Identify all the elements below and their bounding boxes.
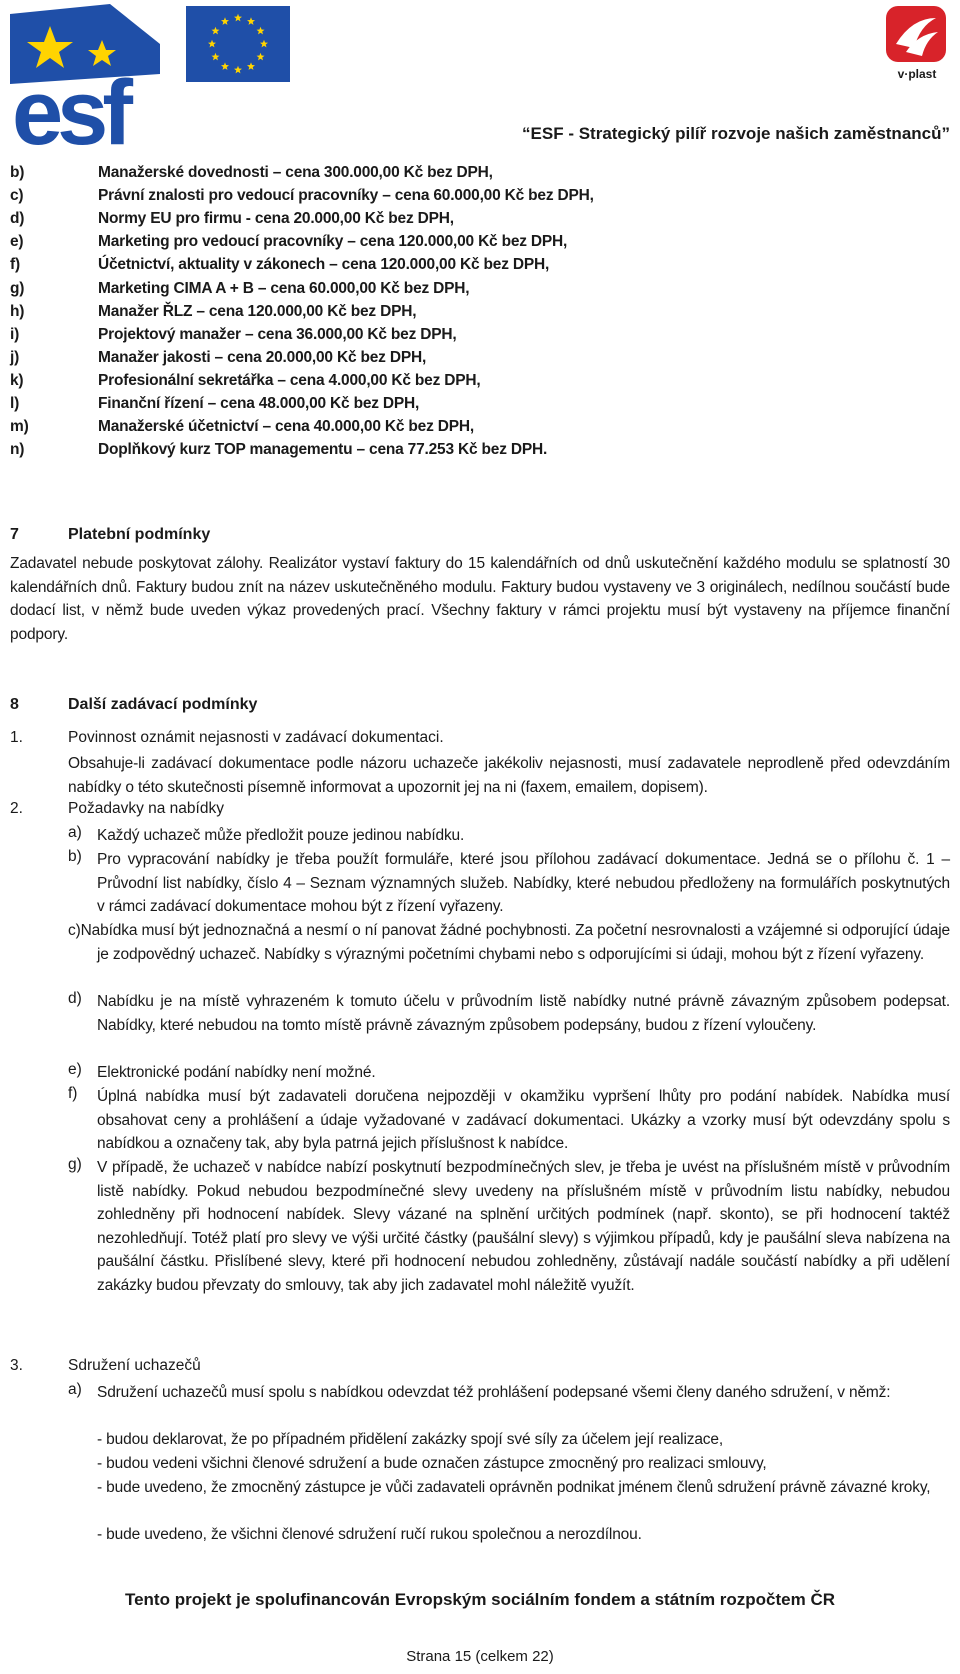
price-list-text: Doplňkový kurz TOP managementu – cena 77.253 Kč bez DPH.: [98, 441, 548, 459]
item-2e-label: e): [68, 1061, 82, 1078]
price-list-item: [10, 395, 419, 413]
footer-banner: Tento projekt je spolufinancován Evropským sociálním fondem a státním rozpočtem ČR: [124, 1590, 836, 1609]
item-2c-content: c)Nabídka musí být jednoznačná a nesmí o ní panovat žádné pochybnosti. Za početní nesrovnalosti a vzájemné si odporující údaje je zodpovědný uchazeč. Nabídky s výraznými početními chybami nebo s odporujícími si údaji, mohou být z řízení vyřazeny.: [68, 922, 950, 963]
price-list-item: [10, 187, 594, 205]
price-list-item: [10, 164, 493, 182]
item-2d-text: Nabídku je na místě vyhrazeném k tomuto účelu v průvodním listě nabídky nutné právně závazným způsobem podepsat. Nabídky, které nebudou na tomto místě právně závazným způsobem podepsány, budou z řízení vyloučeny.: [97, 993, 950, 1034]
price-list-label: d): [10, 210, 25, 228]
price-list-label: n): [10, 441, 25, 459]
price-list-item: [10, 326, 456, 344]
price-list-item: [10, 418, 474, 436]
item-3-title: Sdružení uchazečů: [68, 1357, 201, 1374]
section-title: Další zadávací podmínky: [68, 696, 258, 713]
section-number: 8: [10, 696, 19, 713]
item-3-dash-2: - budou vedeni všichni členové sdružení a bude označen zástupce zmocněný pro realizaci smlouvy,: [97, 1455, 767, 1472]
price-list-item: [10, 280, 469, 298]
esf-wordmark: esf: [12, 62, 127, 149]
page-number: Strana 15 (celkem 22): [406, 1648, 554, 1665]
price-list-label: m): [10, 418, 29, 436]
price-list-label: i): [10, 325, 20, 343]
item-1-body: Obsahuje-li zadávací dokumentace podle názoru uchazeče jakékoliv nejasnosti, musí zadavatele neprodleně před odevzdáním nabídky o této skutečnosti písemně informovat a upozornit jej na ni (faxem, emailem, dopisem).: [68, 755, 950, 796]
price-list-text: Manažer jakosti – cena 20.000,00 Kč bez DPH,: [98, 348, 427, 366]
price-list-text: Profesionální sekretářka – cena 4.000,00 Kč bez DPH,: [98, 371, 481, 389]
price-list-text: Normy EU pro firmu - cena 20.000,00 Kč bez DPH,: [98, 210, 454, 228]
item-2b-label: b): [68, 848, 82, 865]
price-list-label: h): [10, 302, 25, 320]
price-list-label: b): [10, 164, 25, 181]
price-list-text: Marketing CIMA A + B – cena 60.000,00 Kč bez DPH,: [98, 279, 470, 297]
esf-eu-logo: [10, 4, 310, 149]
price-list-item: [10, 233, 567, 251]
item-3a-text: Sdružení uchazečů musí spolu s nabídkou odevzdat též prohlášení podepsané všemi členy daného sdružení, v němž:: [97, 1384, 891, 1401]
item-3a-label: a): [68, 1381, 82, 1398]
price-list-text: Manažer ŘLZ – cena 120.000,00 Kč bez DPH,: [98, 302, 417, 320]
price-list-item: [10, 210, 454, 228]
item-2f-label: f): [68, 1085, 78, 1102]
item-3-dash-1: - budou deklarovat, že po případném přidělení zakázky spojí své síly za účelem její realizace,: [97, 1431, 724, 1448]
item-2d-label: d): [68, 990, 82, 1007]
item-3-dash-3: - bude uvedeno, že zmocněný zástupce je vůči zadavateli oprávněn podnikat jménem členů sdružení právně závazné kroky,: [97, 1479, 931, 1496]
price-list-label: e): [10, 233, 24, 251]
section-8-heading: [10, 696, 257, 714]
item-1-number: 1.: [10, 729, 23, 746]
price-list-item: [10, 372, 480, 390]
section-7-body: Zadavatel nebude poskytovat zálohy. Realizátor vystaví faktury do 15 kalendářních od dnů uskutečnění každého modulu se splatností 30 kalendářních dnů. Faktury budou znít na název uskutečněného modulu. Faktury budou vystaveny ve 3 originálech, nedílnou součástí bude dodací list, v němž bude uveden výkaz provedených prací. Všechny faktury v rámci projektu musí být vystaveny na příjemce finanční podpory.: [10, 555, 950, 643]
vplast-logo: [884, 4, 954, 84]
page-header: [0, 0, 960, 150]
item-1-title: Povinnost oznámit nejasnosti v zadávací dokumentaci.: [68, 729, 444, 746]
item-2a-label: a): [68, 824, 82, 841]
price-list-item: [10, 256, 549, 274]
price-list-item: [10, 303, 416, 321]
price-list-label: c): [10, 187, 24, 205]
price-list-text: Marketing pro vedoucí pracovníky – cena 120.000,00 Kč bez DPH,: [98, 233, 568, 251]
item-2c-text: [68, 919, 950, 966]
price-list-label: j): [10, 348, 20, 366]
section-number: 7: [10, 526, 19, 543]
price-list-label: l): [10, 395, 20, 412]
price-list-label: k): [10, 371, 24, 389]
header-title: “ESF - Strategický pilíř rozvoje našich zaměstnanců”: [522, 124, 950, 143]
price-list-text: Právní znalosti pro vedoucí pracovníky – cena 60.000,00 Kč bez DPH,: [98, 187, 594, 205]
price-list-text: Manažerské účetnictví – cena 40.000,00 Kč bez DPH,: [98, 418, 474, 436]
item-2g-text: V případě, že uchazeč v nabídce nabízí poskytnutí bezpodmínečných slev, je třeba je uvést na příslušném místě v průvodním listě nabídky. Pokud nebudou bezpodmínečné slevy uvedeny na příslušném místě v průvodním listu nabídky, nebudou zohledněny při hodnocení nabídek. Slevy vázané na splnění určitých podmínek (např. skonto), se při hodnocení taktéž nezohledňují. Totéž platí pro slevy ve výši určité částky (paušální slevy) s výjimkou případů, kdy je paušální sleva nabízena na paušální částku. Přislíbené slevy, které při hodnocení nebudou zohledněny, zůstávají nadále součástí nabídky a při udělení zakázky budou převzaty do smlouvy, tak aby jich zadavatel mohl náležitě využít.: [97, 1159, 950, 1294]
item-2e-text: Elektronické podání nabídky není možné.: [97, 1064, 376, 1081]
item-2-title: Požadavky na nabídky: [68, 800, 224, 817]
vplast-wordmark: v·plast: [897, 67, 937, 81]
item-3-dash-4: - bude uvedeno, že všichni členové sdružení ručí rukou společnou a nerozdílnou.: [97, 1526, 642, 1543]
item-2f-text: Úplná nabídka musí být zadavateli doručena nejpozději v okamžiku vypršení lhůty pro podání nabídek. Nabídka musí obsahovat ceny a prohlášení a údaje vyžadované v zadávací dokumentaci. Ukázky a vzorky musí být odevzdány spolu s nabídkou a označeny tak, aby byla patrná jejich příslušnost k nabídce.: [97, 1088, 950, 1152]
item-2a-text: Každý uchazeč může předložit pouze jedinou nabídku.: [97, 827, 465, 844]
price-list-item: [10, 349, 426, 367]
price-list-text: Finanční řízení – cena 48.000,00 Kč bez DPH,: [98, 395, 420, 412]
section-title: Platební podmínky: [68, 526, 211, 543]
section-7-heading: [10, 526, 210, 544]
price-list-text: Manažerské dovednosti – cena 300.000,00 Kč bez DPH,: [98, 164, 493, 181]
item-2g-label: g): [68, 1156, 82, 1173]
item-2b-text: Pro vypracování nabídky je třeba použít formuláře, které jsou přílohou zadávací dokumentace. Jedná se o přílohu č. 1 – Průvodní list nabídky, číslo 4 – Seznam významných služeb. Nabídky, které nebudou předloženy na formulářích poskytnutých v rámci zadávací dokumentace mohou být z řízení vyřazeny.: [97, 851, 950, 915]
item-3-number: 3.: [10, 1357, 23, 1374]
price-list-item: [10, 441, 547, 459]
item-2-number: 2.: [10, 800, 23, 817]
price-list-label: f): [10, 256, 20, 274]
price-list-label: g): [10, 279, 25, 297]
price-list-text: Projektový manažer – cena 36.000,00 Kč bez DPH,: [98, 325, 457, 343]
price-list-text: Účetnictví, aktuality v zákonech – cena 120.000,00 Kč bez DPH,: [98, 256, 550, 274]
